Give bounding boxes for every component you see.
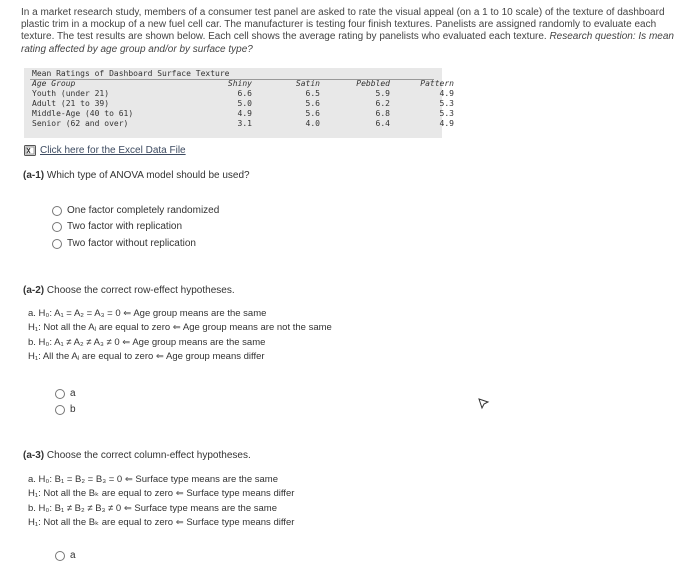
hypothesis-line: H₁: Not all the Bₖ are equal to zero ⇐ Surface type means differ (28, 517, 295, 528)
table-cell: 5.3 (439, 109, 454, 118)
hypothesis-line: b. H₀: B₁ ≠ B₂ ≠ B₃ ≠ 0 ⇐ Surface type means are the same (28, 503, 277, 514)
radio-button[interactable] (52, 239, 62, 249)
row-label: Youth (under 21) (32, 89, 110, 98)
hypothesis-line: b. H₀: A₁ ≠ A₂ ≠ A₃ ≠ 0 ⇐ Age group means are the same (28, 337, 266, 348)
question-number: (a-3) (23, 450, 45, 461)
excel-data-link[interactable] (24, 145, 186, 156)
row-label: Senior (62 and over) (32, 119, 129, 128)
row-label: Middle-Age (40 to 61) (32, 109, 134, 118)
question-a2 (23, 285, 235, 296)
table-cell: 5.6 (305, 99, 320, 108)
table-cell: 5.6 (305, 109, 320, 118)
excel-file-icon (24, 145, 36, 156)
table-cell: 6.4 (375, 119, 390, 128)
option-a3-a[interactable] (55, 550, 76, 561)
option-a2-a[interactable] (55, 388, 76, 399)
mouse-cursor-icon (478, 398, 490, 410)
radio-button[interactable] (52, 222, 62, 232)
radio-button[interactable] (55, 551, 65, 561)
table-cell: 5.9 (375, 89, 390, 98)
hypothesis-line: H₁: Not all the Aⱼ are equal to zero ⇐ Age group means are not the same (28, 322, 332, 333)
table-cell: 4.9 (237, 109, 252, 118)
table-cell: 4.0 (305, 119, 320, 128)
column-header: Satin (295, 79, 320, 88)
option-label: One factor completely randomized (67, 205, 220, 216)
radio-button[interactable] (55, 389, 65, 399)
table-cell: 4.9 (439, 89, 454, 98)
table-caption: Mean Ratings of Dashboard Surface Texture (32, 69, 230, 78)
radio-button[interactable] (52, 206, 62, 216)
research-question: Research question: Is mean rating affected by age group and/or by surface type? (21, 31, 674, 55)
row-header: Age Group (32, 79, 76, 88)
problem-intro (21, 7, 681, 56)
row-label: Adult (21 to 39) (32, 99, 110, 108)
hypothesis-line: H₁: All the Aⱼ are equal to zero ⇐ Age group means differ (28, 351, 265, 362)
table-cell: 4.9 (439, 119, 454, 128)
option-label: Two factor without replication (67, 238, 196, 249)
column-header: Pebbled (356, 79, 390, 88)
option-label: b (70, 404, 76, 415)
question-number: (a-2) (23, 285, 45, 296)
option-two-factor-no-replication[interactable] (52, 238, 196, 249)
radio-button[interactable] (55, 405, 65, 415)
question-text: Which type of ANOVA model should be used? (46, 170, 250, 181)
table-cell: 5.0 (237, 99, 252, 108)
question-a1 (23, 170, 250, 181)
hypothesis-line: a. H₀: B₁ = B₂ = B₃ = 0 ⇐ Surface type means are the same (28, 474, 278, 485)
table-cell: 6.5 (305, 89, 320, 98)
question-text: Choose the correct row-effect hypotheses. (46, 285, 235, 296)
hypothesis-line: H₁: Not all the Bₖ are equal to zero ⇐ Surface type means differ (28, 488, 295, 499)
table-cell: 6.2 (375, 99, 390, 108)
option-label: a (70, 388, 76, 399)
option-label: a (70, 550, 76, 561)
table-cell: 5.3 (439, 99, 454, 108)
ratings-table (24, 68, 454, 138)
question-a3 (23, 450, 251, 461)
column-header: Pattern (420, 79, 454, 88)
table-cell: 3.1 (237, 119, 252, 128)
option-two-factor-replication[interactable] (52, 221, 182, 232)
table-cell: 6.6 (237, 89, 252, 98)
question-text: Choose the correct column-effect hypotheses. (46, 450, 251, 461)
option-one-factor[interactable] (52, 205, 219, 216)
excel-link-label[interactable]: Click here for the Excel Data File (40, 145, 186, 156)
hypothesis-line: a. H₀: A₁ = A₂ = A₃ = 0 ⇐ Age group means are the same (28, 308, 267, 319)
intro-text: In a market research study, members of a consumer test panel are asked to rate the visual appeal (on a 1 to 10 scale) of the texture of dashboard plastic trim in a mockup of a new fuel cell car. The manufacturer is testing four finish textures. Panelists are assigned randomly to evaluate each texture. The test results are shown below. Each cell shows the average rating by panelists who evaluated each texture. (21, 7, 665, 43)
question-number: (a-1) (23, 170, 45, 181)
table-cell: 6.8 (375, 109, 390, 118)
option-label: Two factor with replication (67, 221, 183, 232)
option-a2-b[interactable] (55, 404, 76, 415)
column-header: Shiny (227, 79, 252, 88)
